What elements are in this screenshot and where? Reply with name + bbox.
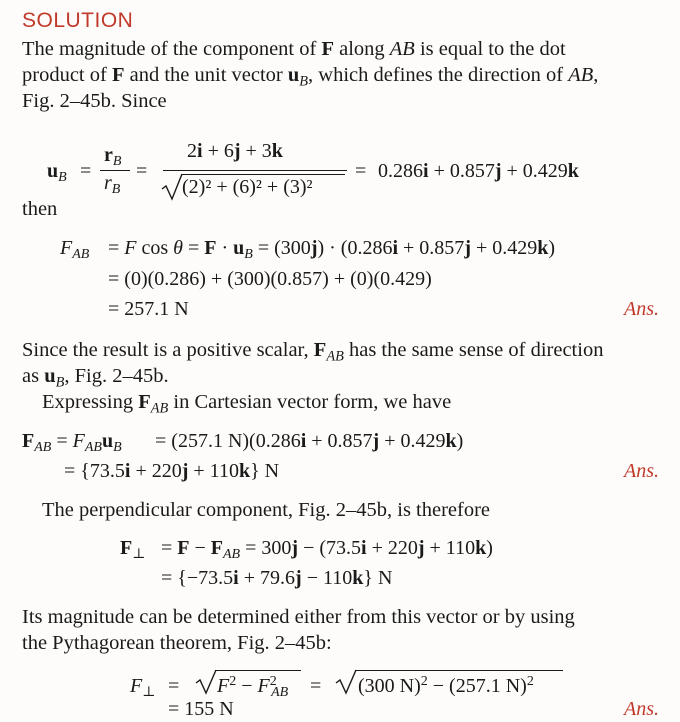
eq2-line-3: = 257.1 N bbox=[108, 298, 189, 320]
radical-bar-3 bbox=[355, 670, 563, 671]
radical-bar-2 bbox=[215, 670, 301, 671]
then-text: then bbox=[22, 198, 58, 220]
eq2-line-2: = (0)(0.286) + (300)(0.857) + (0)(0.429) bbox=[108, 268, 432, 290]
eq1-frac1-num: $r_B$ bbox=[104, 144, 122, 170]
eq1-result: 0.286i + 0.857j + 0.429k bbox=[378, 160, 579, 182]
eq2-lhs: $F_{AB}$ bbox=[60, 237, 90, 263]
eq1-frac2-bar bbox=[163, 170, 347, 171]
para2-line-1: Since the result is a positive scalar, $F_{AB}$ has the same sense of direction bbox=[22, 339, 604, 365]
eq5-radicand-1: $F^2 - F^2_{AB}$ bbox=[217, 674, 289, 701]
eq2-line-1: = F $\cos \theta = F \cdot u_B = (300j) \cdot (0.286i + 0.857j + 0.429k)$ bbox=[108, 237, 556, 263]
intro-line-2: product of F and the unit vector $u_B$, which defines the direction of AB, bbox=[22, 64, 599, 90]
eq2-ans: Ans. bbox=[624, 298, 659, 320]
eq3-lhs: $F_{AB} = F_{AB}u_B$ bbox=[22, 430, 122, 456]
eq4-line-1: = $F - F_{AB} = 300j - (73.5i + 220j + 110k)$ bbox=[161, 537, 493, 563]
eq4-lhs: $F_\perp$ bbox=[120, 537, 146, 563]
eq1-lhs: $u_B$ bbox=[47, 160, 67, 186]
eq3-line-1: = (257.1 N)(0.286i + 0.857j + 0.429k) bbox=[155, 430, 464, 452]
eq1-frac2-num: 2i + 6j + 3k bbox=[187, 140, 283, 162]
eq5-equals-2: = bbox=[310, 675, 322, 697]
eq5-ans: Ans. bbox=[624, 698, 659, 720]
intro-line-1: The magnitude of the component of F along AB is equal to the dot bbox=[22, 38, 566, 60]
eq1-equals-1: = bbox=[80, 160, 92, 182]
para4-line-1: Its magnitude can be determined either from this vector or by using bbox=[22, 606, 575, 628]
eq4-line-2: = {−73.5i + 79.6j − 110k} N bbox=[161, 567, 393, 589]
eq1-equals-3: = bbox=[355, 160, 367, 182]
eq1-frac1-den: $r_B$ bbox=[104, 172, 121, 198]
eq1-frac2-den: (2)² + (6)² + (3)² bbox=[182, 176, 313, 198]
eq5-lhs: $F_\perp$ bbox=[130, 675, 156, 701]
eq5-equals-1: = bbox=[168, 675, 180, 697]
radical-sign-3 bbox=[334, 668, 358, 696]
radical-sign-1 bbox=[160, 172, 184, 202]
eq1-equals-2: = bbox=[136, 160, 148, 182]
solution-heading: SOLUTION bbox=[22, 9, 134, 32]
intro-line-3: Fig. 2–45b. Since bbox=[22, 90, 167, 112]
para4-line-2: the Pythagorean theorem, Fig. 2–45b: bbox=[22, 632, 332, 654]
eq5-radicand-2: (300 N)$^2$ − (257.1 N)$^2$ bbox=[358, 674, 534, 697]
para2-line-2: as $u_B$, Fig. 2–45b. bbox=[22, 365, 169, 391]
radical-sign-2 bbox=[194, 668, 218, 696]
para3-text: The perpendicular component, Fig. 2–45b, is therefore bbox=[42, 499, 491, 521]
para2-line-3: Expressing $F_{AB}$ in Cartesian vector form, we have bbox=[42, 391, 452, 417]
eq3-line-2: = {73.5i + 220j + 110k} N bbox=[64, 460, 280, 482]
eq5-line-2: = 155 N bbox=[168, 698, 234, 720]
eq3-ans: Ans. bbox=[624, 460, 659, 482]
